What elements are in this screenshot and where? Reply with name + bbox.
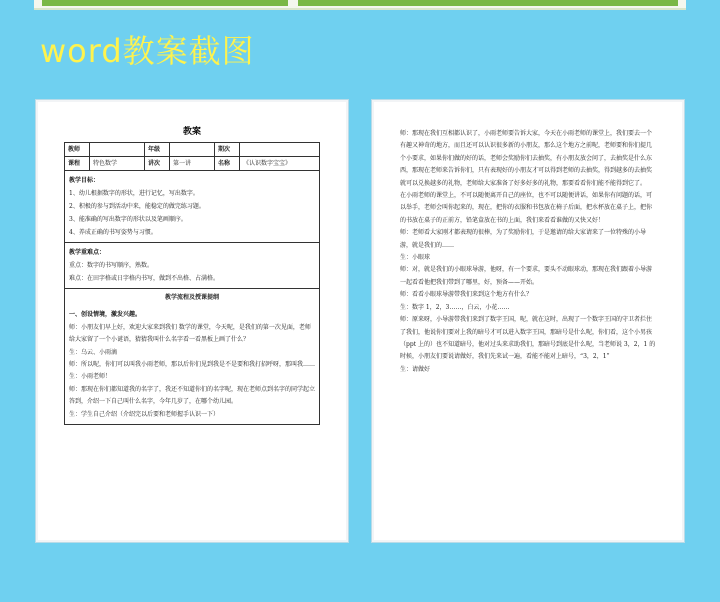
table-cell: 第一讲 xyxy=(170,157,215,170)
list-item: 师：小朋友们早上好，欢迎大家来到我们 数学的课堂，今天呢，是我们的第一次见面，老师给大家留了一个小谜语，猜猜我叫什么名字看一看黑板上画了什么？ xyxy=(69,323,311,344)
list-item: 2、积极的参与到活动中来，能稳定的做完练习题。 xyxy=(69,203,205,210)
list-item: 难点：在田字格或日字格内书写，做到不出格、占满格。 xyxy=(69,275,220,282)
key-points-section xyxy=(65,243,319,289)
table-cell: 教师 xyxy=(65,143,90,156)
paragraph: 在小雨老师的课堂上，不可以随便离开自己的座位，也不可以随便讲话，如果你有问题的话，可以举手，老师会叫你起来的，现在，把你的衣服和书包放在椅子后面，把水杯放在桌子上，把你的书放在桌子的正前方，铅笔盒放在书的上面，我们来看看谁做的又快又好！ xyxy=(400,192,653,224)
banner-stripe xyxy=(298,0,678,6)
table-cell: 课程 xyxy=(65,157,90,170)
paragraph: 生：请做好 xyxy=(400,365,431,373)
list-item: 生：学生自己介绍（介绍完以后要和老师握手认识一下） xyxy=(69,410,220,418)
page-title: word教案截图 xyxy=(40,32,255,70)
table-cell: 年级 xyxy=(145,143,170,156)
section-title: 教学目标： xyxy=(69,177,100,184)
top-banner xyxy=(34,0,686,10)
list-item: 生：小雨老师！ xyxy=(69,373,112,381)
lesson-plan-page-2 xyxy=(372,100,684,542)
section-title: 教学流程及授课提纲 xyxy=(164,294,219,301)
list-item: 师：那现在你们都知道我的名字了，我还不知道你们的名字呢，现在老师点到名字的同学起立答到，介绍一下自己叫什么名字，今年几岁了，在哪个幼儿园。 xyxy=(69,385,316,406)
table-cell: 期次 xyxy=(215,143,240,156)
list-item: 生：乌云、小雨滴 xyxy=(69,348,118,356)
doc-heading: 教案 xyxy=(182,127,201,137)
list-item: 3、能准确的写出数字的形状以及笔画顺序。 xyxy=(69,216,187,223)
table-cell: 名称 xyxy=(215,157,240,170)
paragraph: 师：看看小眼球导游带我们来到这个地方有什么？ xyxy=(400,291,533,299)
teaching-goals-section xyxy=(65,171,319,243)
paragraph: 生：数字 1，2，3……，白云，小花…… xyxy=(400,303,510,311)
paragraph: 生：小眼球 xyxy=(400,254,431,262)
list-item: 4、养成正确的书写姿势与习惯。 xyxy=(69,229,157,236)
table-cell: 《认识数字宝宝》 xyxy=(243,160,292,167)
list-item: 一、创设情境，激发兴趣。 xyxy=(69,311,142,319)
list-item: 师：所以呢，你们可以叫我小雨老师，那以后你们见到我是不是要和我打招呼呀，那叫我…… xyxy=(69,361,316,369)
lesson-plan-page-1 xyxy=(36,100,348,542)
table-cell xyxy=(90,143,145,156)
paragraph: 师：老师看大家刚才都表现的很棒，为了奖励你们，于是邀请的给大家请来了一位特殊的小导游，就是我们的…… xyxy=(400,229,647,249)
table-row xyxy=(65,143,319,157)
process-section xyxy=(65,289,319,424)
list-item: 重点：数字的书写顺序，熟数。 xyxy=(69,262,154,269)
lesson-plan-table xyxy=(64,142,320,425)
table-cell: 特色数学 xyxy=(90,157,145,170)
table-cell: 讲次 xyxy=(145,157,170,170)
banner-stripe xyxy=(42,0,288,6)
paragraph: 师：那现在我们互相都认识了，小雨老师要告诉大家，今天在小雨老师的课堂上，我们要去一个有趣又神奇的地方，而且还可以认识很多新的小朋友，那么这个地方之前呢，老师要和你们提几个小要求，如果你们做的好的话，老师会奖励你们去抽奖，有小朋友放会问了，去抽奖是什么东西，那现在老师来告诉你们，只有表现好的小朋友才可以得到老师的去抽奖，得到越多的去抽奖就可以兑换越多的礼物，老师给大家准备了好多好多的礼物，那要看看你们能不能得到它了。 xyxy=(400,130,653,187)
paragraph: 师：对，就是我们的小眼球导游，他呀，有一个要求，要头不动眼球动，那现在我们跟着小导游一起看看他把我们带到了哪里，好，预备——开始。 xyxy=(400,266,653,286)
lesson-dialogue xyxy=(400,128,656,376)
table-cell xyxy=(240,143,319,156)
section-title: 教学重难点： xyxy=(69,249,106,256)
list-item: 1、幼儿根据数字的形状，进行记忆，写出数字。 xyxy=(69,190,199,197)
paragraph: 师：原来呀，小导游带我们来到了数字王国，呢，就在这时，出现了一个数字王国的守卫者拦住了我们，他说你们要对上我的暗号才可以进入数字王国，那暗号是什么呢，你们看，这个小男孩（ppt 上的）也不知道暗号，他对过头来求助我们，那暗号到底是什么呢，当老师说 3，2，1 的时候，小朋友们要说请做好，我们先来试一遍，看能不能对上暗号，“3，2，1” xyxy=(400,316,656,361)
table-cell xyxy=(170,143,215,156)
table-row xyxy=(65,157,319,171)
